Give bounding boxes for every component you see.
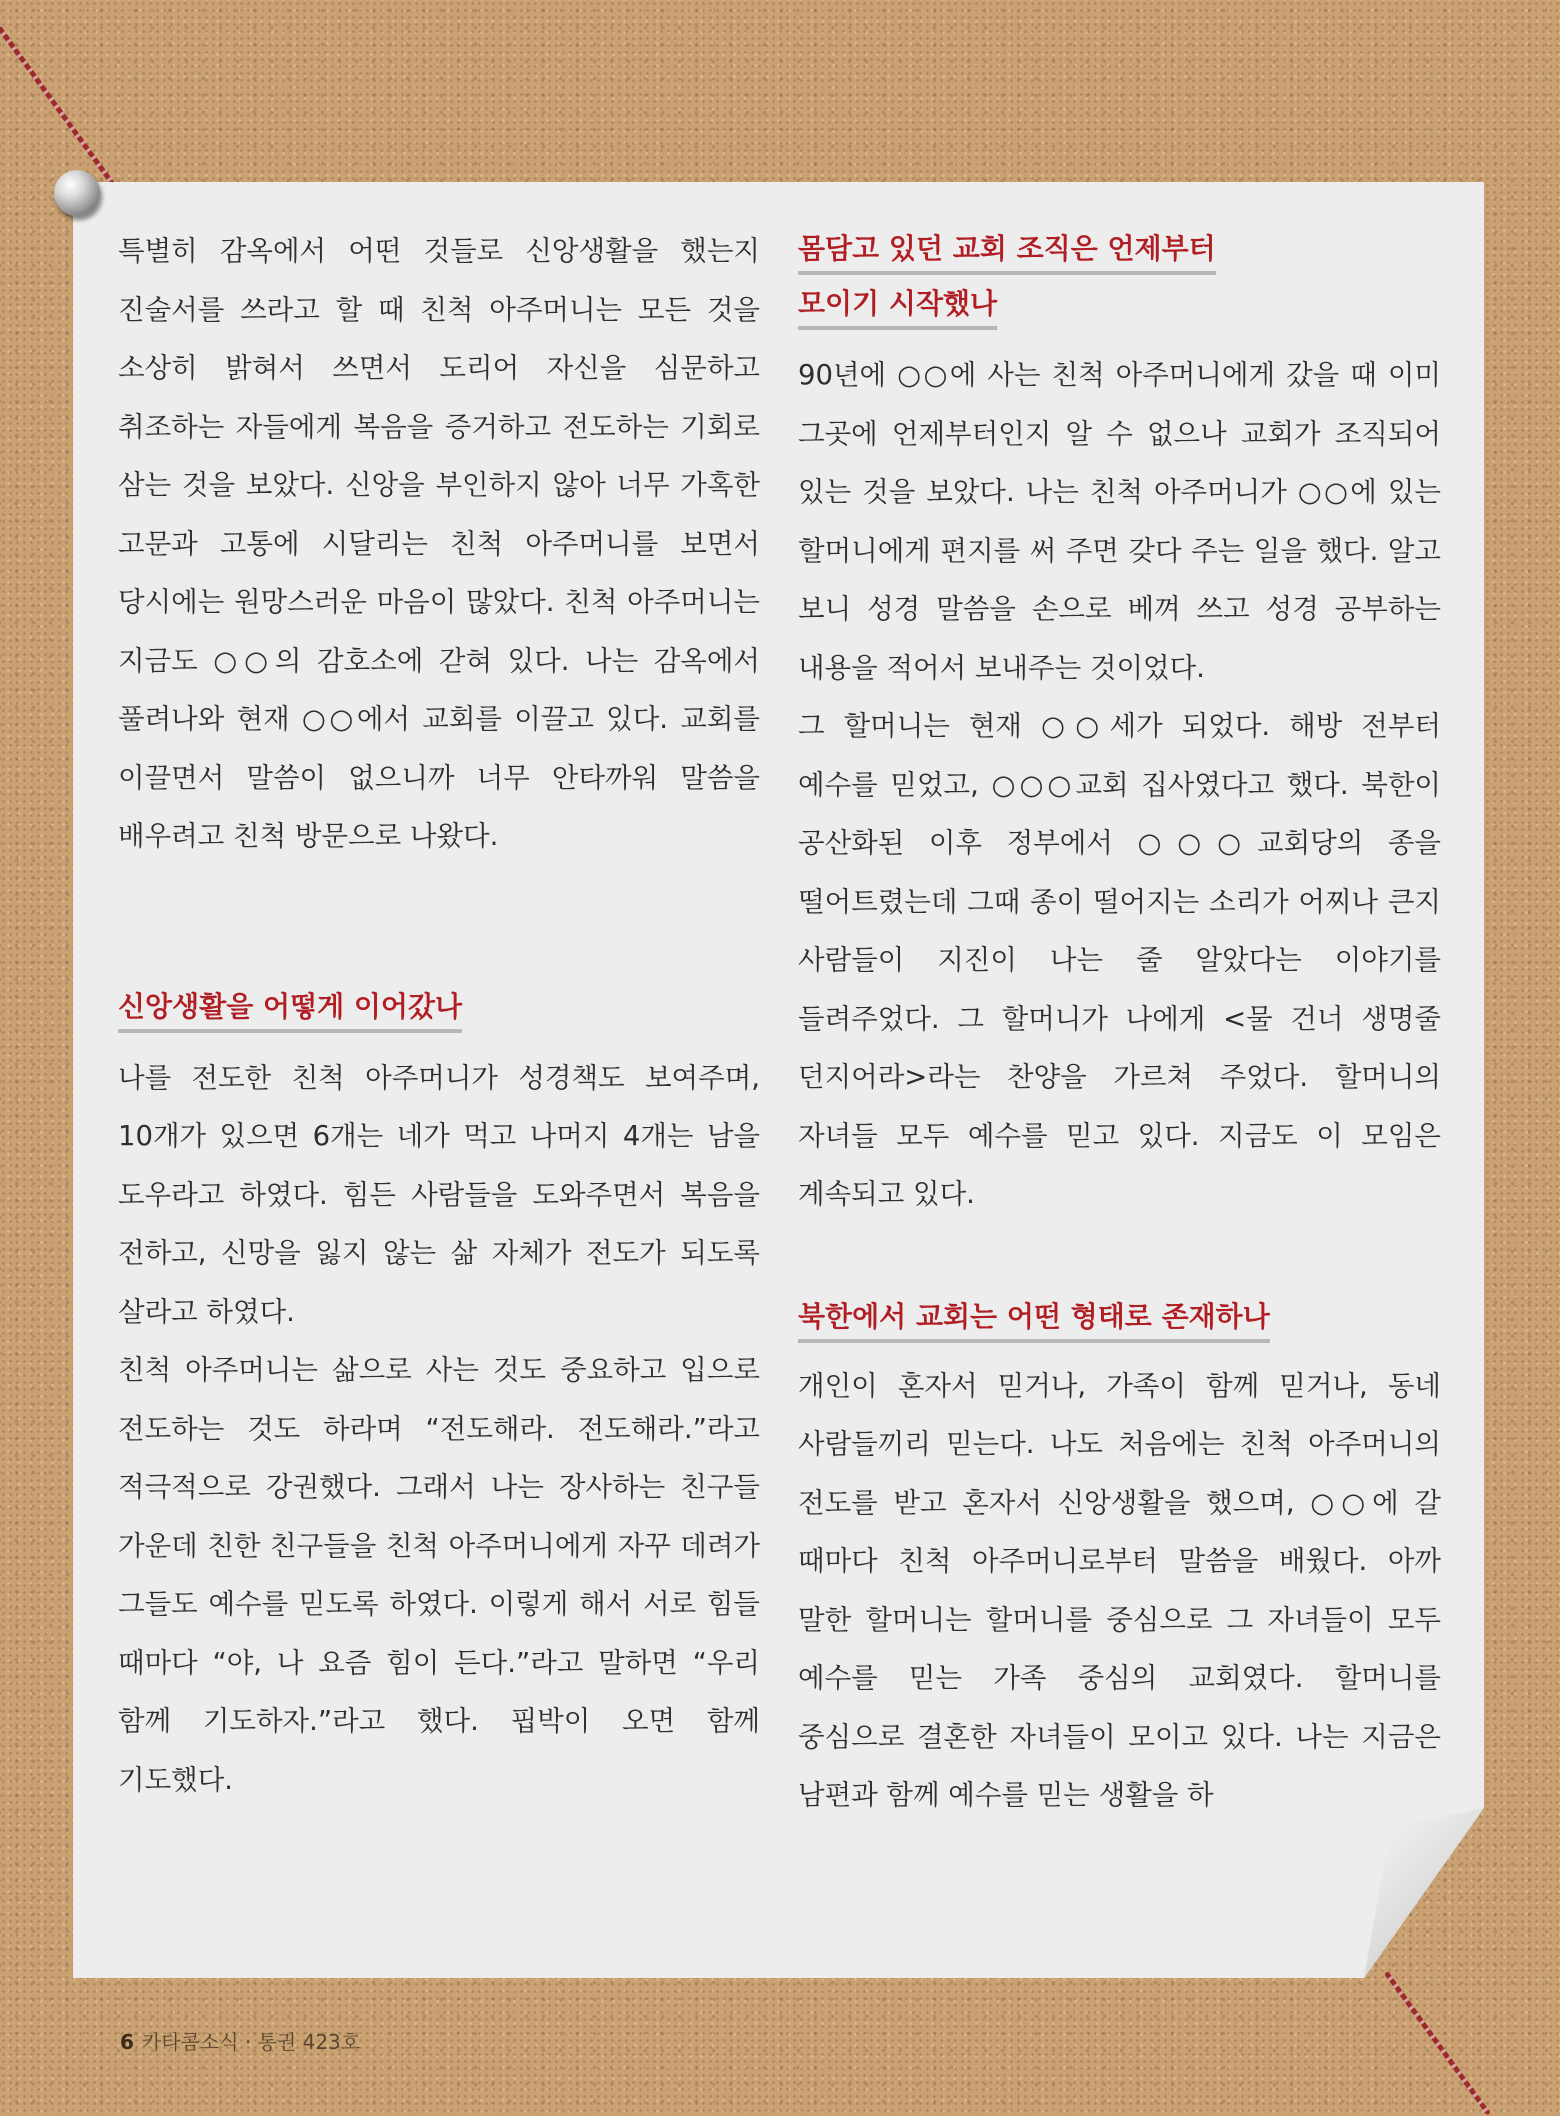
section-heading-church-organization-line1: 몸담고 있던 교회 조직은 언제부터: [798, 230, 1216, 275]
section-heading-church-form: 북한에서 교회는 어떤 형태로 존재하나: [798, 1298, 1270, 1343]
left-column: [118, 222, 760, 1809]
section-heading-church-organization-line2: 모이기 시작했나: [798, 285, 997, 330]
right-paragraph-2: 그 할머니는 현재 ○○세가 되었다. 해방 전부터 예수를 믿었고, ○○○교회 집사였다고 했다. 북한이 공산화된 이후 정부에서 ○○○교회당의 종을 떨어트렸는데 그때 종이 떨어지는 소리가 어찌나 큰지 사람들이 지진이 나는 줄 알았다는 이야기를 들려주었다. 그 할머니가 나에게 <물 건너 생명줄 던지어라>라는 찬양을 가르쳐 주었다. 할머니의 자녀들 모두 예수를 믿고 있다. 지금도 이 모임은 계속되고 있다.: [798, 710, 1441, 1210]
section-heading-faith-life: 신앙생활을 어떻게 이어갔나: [118, 988, 462, 1033]
left-paragraph-1: 특별히 감옥에서 어떤 것들로 신앙생활을 했는지 진술서를 쓰라고 할 때 친척 아주머니는 모든 것을 소상히 밝혀서 쓰면서 도리어 자신을 심문하고 취조하는 자들에게 복음을 증거하고 전도하는 기회로 삼는 것을 보았다. 신앙을 부인하지 않아 너무 가혹한 고문과 고통에 시달리는 친척 아주머니를 보면서 당시에는 원망스러운 마음이 많았다. 친척 아주머니는 지금도 ○○의 감호소에 갇혀 있다. 나는 감옥에서 풀려나와 현재 ○○에서 교회를 이끌고 있다. 교회를 이끌면서 말씀이 없으니까 너무 안타까워 말씀을 배우려고 친척 방문으로 나왔다.: [118, 235, 760, 852]
left-paragraph-2: 나를 전도한 친척 아주머니가 성경책도 보여주며, 10개가 있으면 6개는 네가 먹고 나머지 4개는 남을 도우라고 하였다. 힘든 사람들을 도와주면서 복음을 전하고, 신망을 잃지 않는 삶 자체가 전도가 되도록 살라고 하였다.: [118, 1061, 760, 1328]
publication-info: 카타콤소식 · 통권 423호: [141, 2030, 361, 2054]
right-column: [798, 230, 1441, 1825]
left-paragraph-3: 친척 아주머니는 삶으로 사는 것도 중요하고 입으로 전도하는 것도 하라며 “전도해라. 전도해라.”라고 적극적으로 강권했다. 그래서 나는 장사하는 친구들 가운데 친한 친구들을 친척 아주머니에게 자꾸 데려가 그들도 예수를 믿도록 하였다. 이렇게 해서 서로 힘들 때마다 “야, 나 요즘 힘이 든다.”라고 말하면 “우리 함께 기도하자.”라고 했다. 핍박이 오면 함께 기도했다.: [118, 1354, 760, 1796]
push-pin-icon: [54, 170, 100, 216]
page-footer: [120, 2026, 360, 2055]
right-paragraph-1: 90년에 ○○에 사는 친척 아주머니에게 갔을 때 이미 그곳에 언제부터인지 알 수 없으나 교회가 조직되어 있는 것을 보았다. 나는 친척 아주머니가 ○○에 있는 할머니에게 편지를 써 주면 갖다 주는 일을 했다. 알고 보니 성경 말씀을 손으로 베껴 쓰고 성경 공부하는 내용을 적어서 보내주는 것이었다.: [798, 359, 1441, 684]
decorative-string-bottom: [1384, 1971, 1491, 2116]
page-number: 6: [120, 2030, 134, 2054]
right-paragraph-3: 개인이 혼자서 믿거나, 가족이 함께 믿거나, 동네 사람들끼리 믿는다. 나도 처음에는 친척 아주머니의 전도를 받고 혼자서 신앙생활을 했으며, ○○에 갈 때마다 친척 아주머니로부터 말씀을 배웠다. 아까 말한 할머니는 할머니를 중심으로 그 자녀들이 모두 예수를 믿는 가족 중심의 교회였다. 할머니를 중심으로 결혼한 자녀들이 모이고 있다. 나는 지금은 남편과 함께 예수를 믿는 생활을 하: [798, 1369, 1441, 1811]
